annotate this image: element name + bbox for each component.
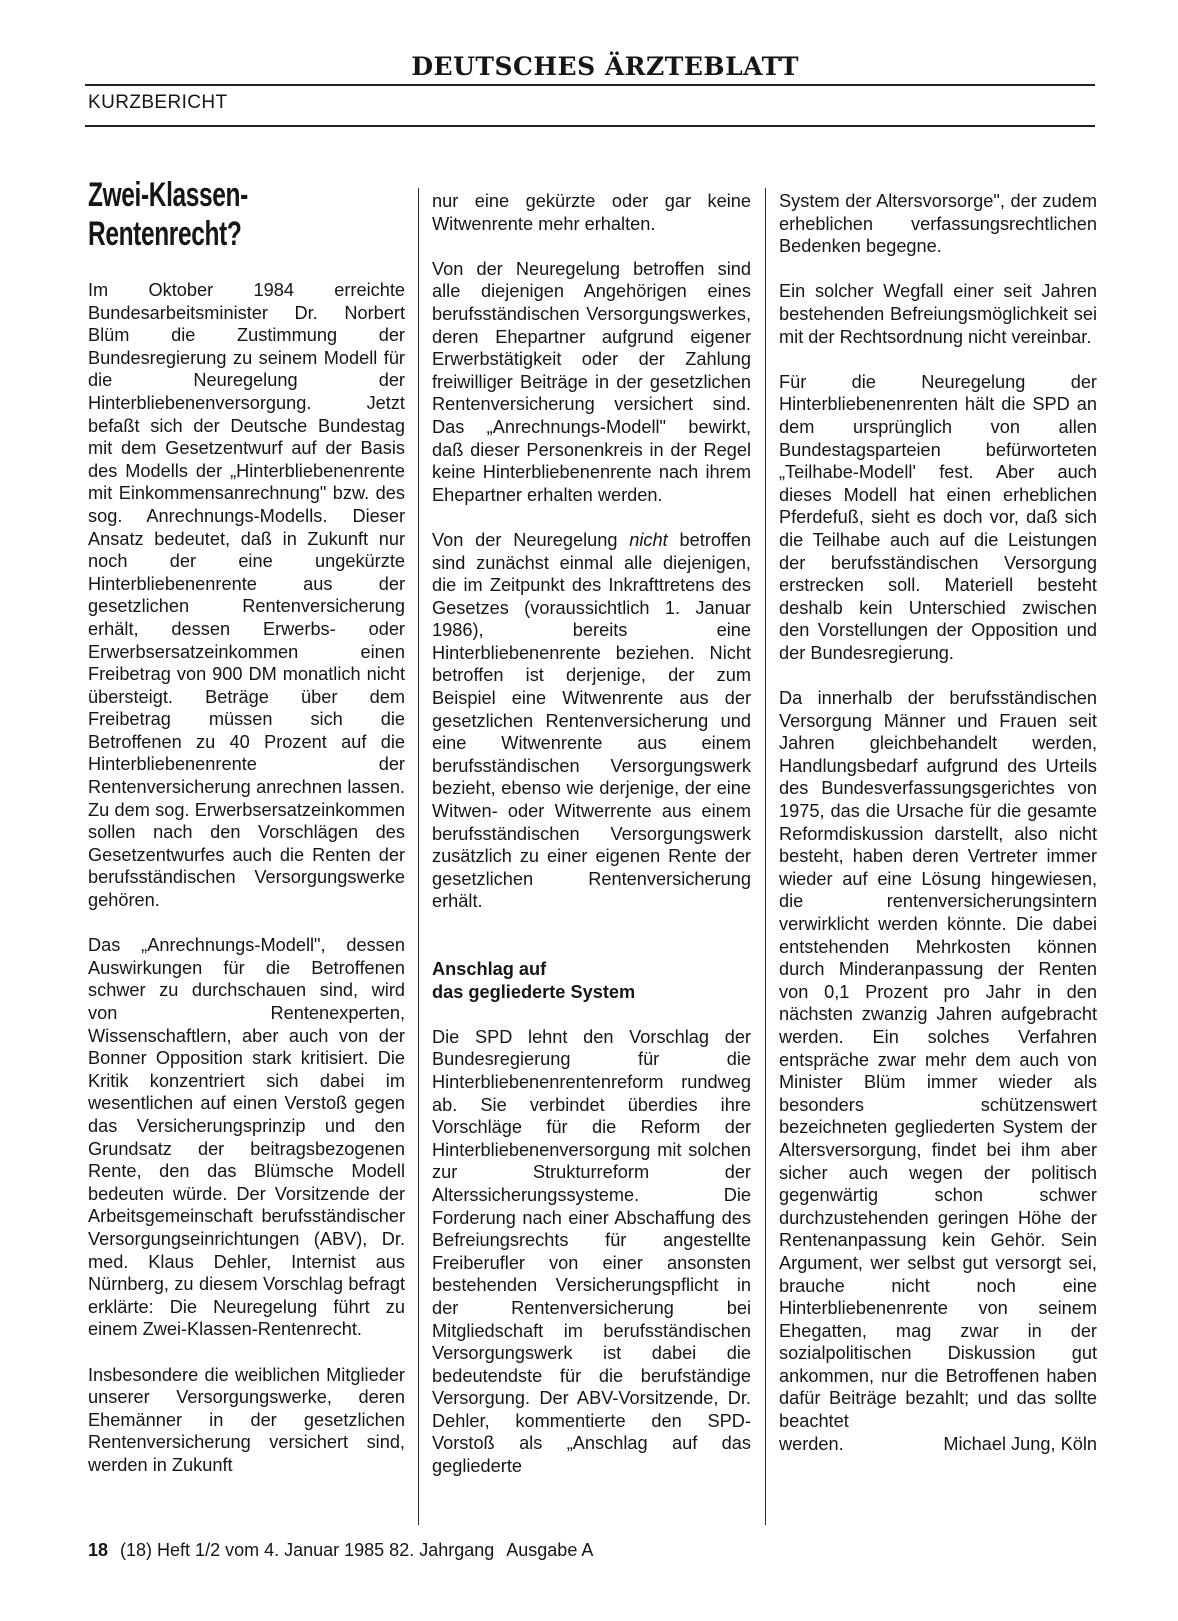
paragraph <box>432 529 751 913</box>
article-column-3 <box>779 190 1097 1455</box>
masthead-rule <box>85 84 1095 86</box>
headline-line-2: Rentenrecht? <box>88 215 242 253</box>
journal-title: DEUTSCHES ÄRZTEBLATT <box>411 52 799 81</box>
section-rule <box>85 125 1095 127</box>
paragraph: Ein solcher Wegfall einer seit Jahren bestehenden Befreiungsmöglichkeit sei mit der Rechtsordnung nicht vereinbar. <box>779 281 1097 347</box>
subheading-line-2: das gegliederte System <box>432 981 636 1002</box>
author-signoff <box>779 1433 1097 1456</box>
paragraph: Im Oktober 1984 erreichte Bundesarbeitsminister Dr. Norbert Blüm die Zustimmung der Bundesregierung zu seinem Modell für die Neuregelung der Hinterbliebenenversorgung. Jetzt befaßt sich der Deutsche Bundestag mit dem Gesetzentwurf auf der Basis des Modells der „Hinterbliebenenrente mit Einkommensanrechnung" bzw. des sog. Anrechnungs-Modells. Dieser Ansatz bedeutet, daß in Zukunft nur noch der eine ungekürzte Hinterbliebenenrente aus der gesetzlichen Rentenversicherung erhält, dessen Erwerbs- oder Erwerbsersatzeinkommen einen Freibetrag von 900 DM monatlich nicht übersteigt. Beträge über dem Freibetrag müssen sich die Betroffenen zu 40 Prozent auf die Hinterbliebenenrente der Rentenversicherung anrechnen lassen. Zu dem sog. Erwerbsersatzeinkommen sollen nach den Vorschlägen des Gesetzentwurfes auch die Renten der berufsständischen Versorgungswerke gehören. <box>88 280 405 911</box>
text-run: Von der Neuregelung <box>432 529 630 550</box>
paragraph: Das „Anrechnungs-Modell", dessen Auswirkungen für die Betroffenen schwer zu durchschauen sind, wird von Rentenexperten, Wissenschaftlern, aber auch von der Bonner Opposition stark kritisiert. Die Kritik konzentriert sich dabei im wesentlichen auf einen Verstoß gegen das Versicherungsprinzip und den Grundsatz der beitragsbezogenen Rente, den das Blümsche Modell bedeuten würde. Der Vorsitzende der Arbeitsgemeinschaft berufsständischer Versorgungseinrichtungen (ABV), Dr. med. Klaus Dehler, Internist aus Nürnberg, zu diesem Vorschlag befragt erklärte: Die Neuregelung führt zu einem Zwei-Klassen-Rentenrecht. <box>88 935 405 1340</box>
paragraph: Da innerhalb der berufsständischen Versorgung Männer und Frauen seit Jahren gleichbehandelt werden, Handlungsbedarf aufgrund des Urteils des Bundesverfassungsgerichtes von 1975, das die Ursache für die gesamte Reformdiskussion darstellt, also nicht besteht, haben deren Vertreter immer wieder auf eine Lösung hingewiesen, die rentenversicherungsintern verwirklicht werden könnte. Die dabei entstehenden Mehrkosten können durch Minderanpassung der Renten von 0,1 Prozent pro Jahr in den nächsten zwanzig Jahren aufgebracht werden. Ein solches Verfahren entspräche zwar mehr dem auch von Minister Blüm immer wieder als besonders schützenswert bezeichneten gegliederten System der Altersversorgung, findet bei ihm aber sicher auch wegen der politisch gegenwärtig schon schwer durchzustehenden geringen Höhe der Rentenanpassung kein Gehör. Sein Argument, wer selbst gut versorgt sei, brauche nicht noch eine Hinterbliebenenrente von seinem Ehegatten, mag zwar in der sozialpolitischen Diskussion gut ankommen, nur die Betroffenen haben dafür Beiträge bezahlt; und das sollte beachtet <box>779 688 1097 1432</box>
headline-line-1: Zwei-Klassen- <box>88 176 248 214</box>
paragraph: Die SPD lehnt den Vorschlag der Bundesregierung für die Hinterbliebenenrentenreform rundweg ab. Sie verbindet überdies ihre Vorschläge für die Reform der Hinterbliebenenversorgung mit solchen zur Strukturreform der Alterssicherungssysteme. Die Forderung nach einer Abschaffung des Befreiungsrechts für angestellte Freiberufler von einer ansonsten bestehenden Versicherungspflicht in der Rentenversicherung bei Mitgliedschaft im berufsständischen Versorgungswerk ist dabei die bedeutendste für die berufständige Versorgung. Der ABV-Vorsitzende, Dr. Dehler, kommentierte den SPD-Vorstoß als „Anschlag auf das gegliederte <box>432 1026 751 1477</box>
article-headline <box>88 176 304 254</box>
paragraph: Von der Neuregelung betroffen sind alle diejenigen Angehörigen eines berufsständischen Versorgungswerkes, deren Ehepartner aufgrund eigener Erwerbstätigkeit oder der Zahlung freiwilliger Beiträge in der gesetzlichen Rentenversicherung versichert sind. Das „Anrechnungs-Modell" bewirkt, daß dieser Personenkreis in der Regel keine Hinterbliebenenrente nach ihrem Ehepartner erhalten werden. <box>432 258 751 505</box>
paragraph: Insbesondere die weiblichen Mitglieder unserer Versorgungswerke, deren Ehemänner in der gesetzlichen Rentenversicherung versichert sind, werden in Zukunft <box>88 1364 405 1475</box>
paragraph: nur eine gekürzte oder gar keine Witwenrente mehr erhalten. <box>432 191 751 234</box>
paragraph: System der Altersvorsorge", der zudem erheblichen verfassungsrechtlichen Bedenken begegne. <box>779 191 1097 257</box>
subheading <box>432 958 751 1003</box>
edition-label: Ausgabe A <box>506 1540 594 1560</box>
article-column-2 <box>432 190 751 1500</box>
paragraph: Für die Neuregelung der Hinterbliebenenrenten hält die SPD an dem ursprünglich von allen Bundestagsparteien befürworteten „Teilhabe-Modell' fest. Aber auch dieses Modell hat einen erheblichen Pferdefuß, sieht es doch vor, daß sich die Teilhabe auch auf die Leistungen der berufsständischen Versorgung erstrecken soll. Materiell besteht deshalb kein Unterschied zwischen den Vorstellungen der Opposition und der Bundesregierung. <box>779 371 1097 663</box>
emphasis: nicht <box>629 529 668 550</box>
column-divider <box>418 188 419 1525</box>
page-number: 18 <box>88 1540 109 1560</box>
article-column-1 <box>88 279 405 1499</box>
subheading-line-1: Anschlag auf <box>432 959 547 979</box>
author-name: Michael Jung, Köln <box>943 1433 1097 1454</box>
text-run: betroffen sind zunächst einmal alle diejenigen, die im Zeitpunkt des Inkrafttretens des Gesetzes (voraussichtlich 1. Januar 1986), bereits eine Hinterbliebenenrente beziehen. Nicht betroffen ist derjenige, der zum Beispiel eine Witwenrente aus der gesetzlichen Rentenversicherung und eine Witwenrente aus einem berufsständischen Versorgungswerk bezieht, ebenso wie derjenige, der eine Witwen- oder Witwerrente aus einem berufsständischen Versorgungswerk zusätzlich zu einer eigenen Rente der gesetzlichen Rentenversicherung erhält. <box>432 529 751 912</box>
masthead <box>85 52 1095 81</box>
issue-info: (18) Heft 1/2 vom 4. Januar 1985 82. Jahrgang <box>120 1540 495 1560</box>
page-footer <box>88 1540 593 1561</box>
signoff-text: werden. <box>779 1433 844 1454</box>
column-divider <box>765 188 766 1525</box>
section-label: KURZBERICHT <box>88 92 228 113</box>
